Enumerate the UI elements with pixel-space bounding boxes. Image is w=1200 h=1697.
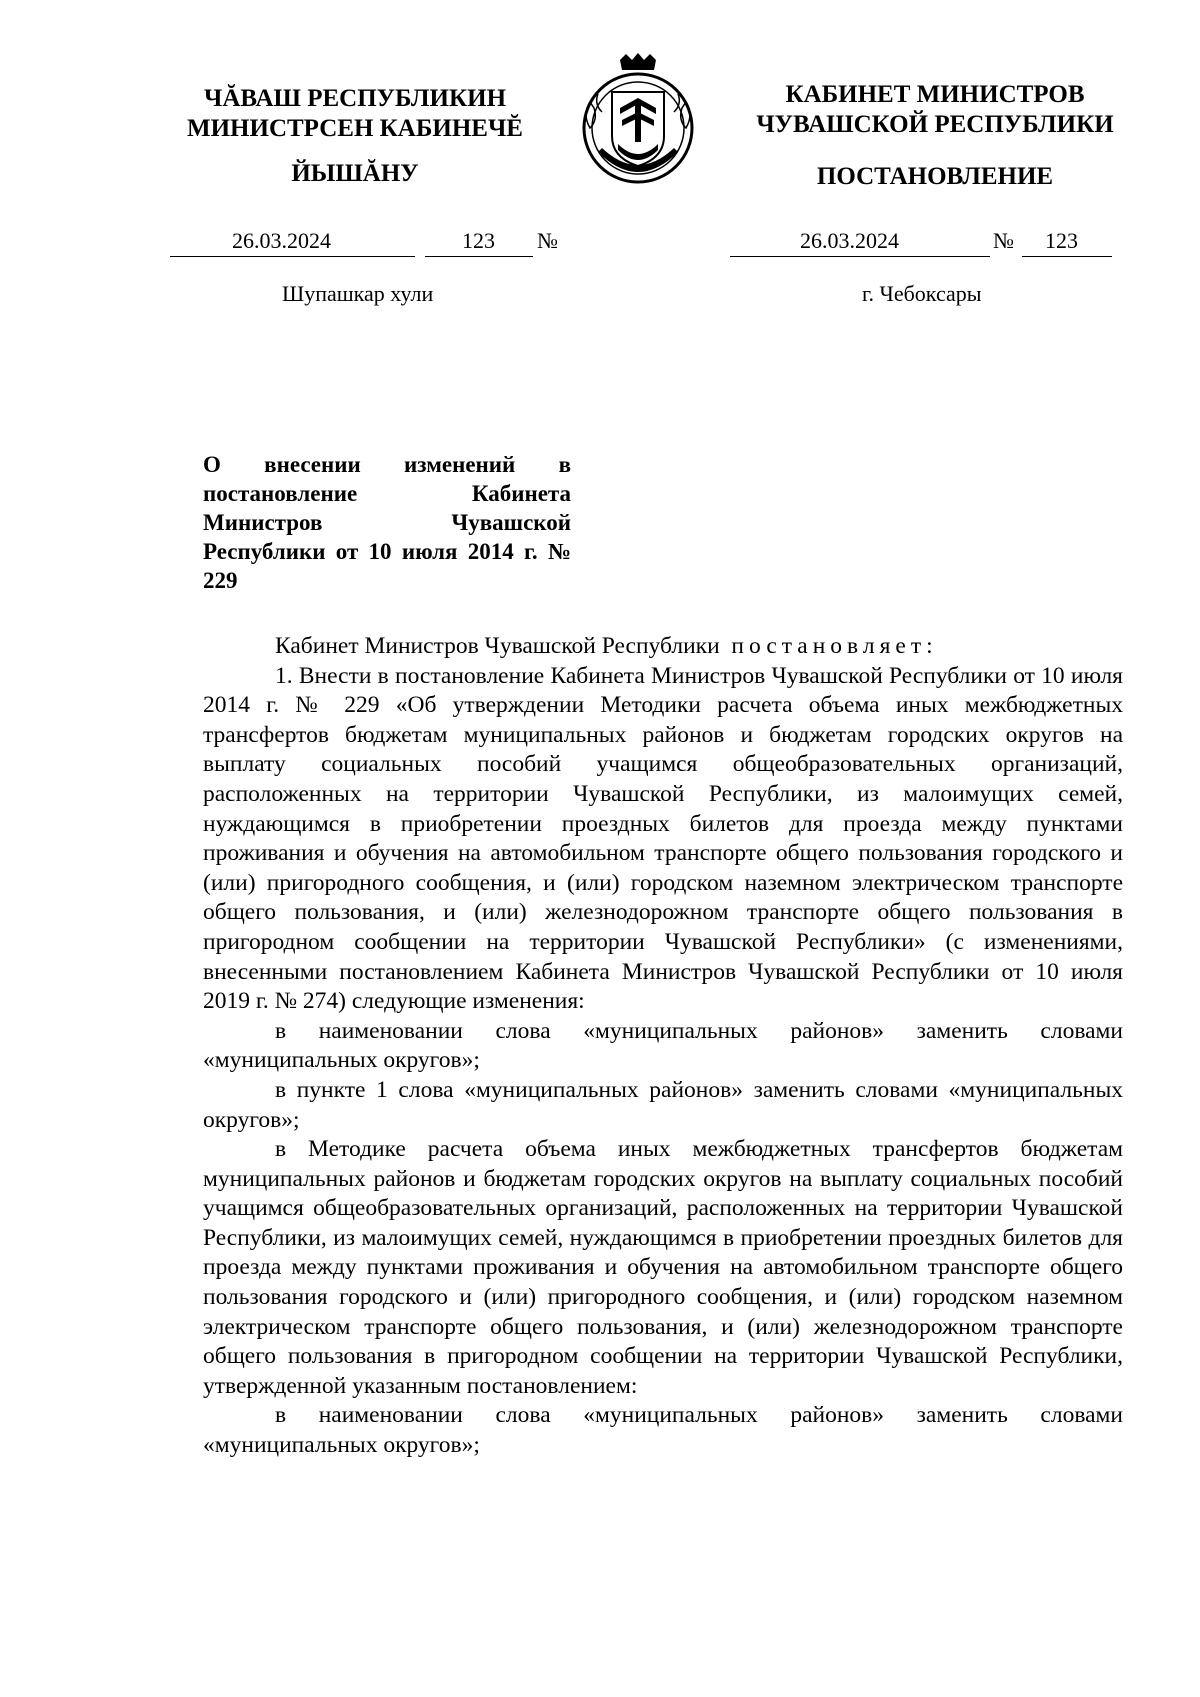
header-right-line1: КАБИНЕТ МИНИСТРОВ: [785, 81, 1085, 108]
header-left-line2: МИНИСТРСЕН КАБИНЕЧĔ: [187, 115, 523, 142]
header-left-line1: ЧĂВАШ РЕСПУБЛИКИН: [203, 85, 507, 112]
body-paragraph: в наименовании слова «муниципальных районов» заменить словами «муниципальных округов»;: [203, 1402, 1123, 1459]
right-city: г. Чебоксары: [862, 281, 982, 306]
right-number: 123: [1045, 228, 1078, 253]
chuvash-emblem-icon: [568, 52, 708, 186]
document-kind-right: ПОСТАНОВЛЕНИЕ: [816, 163, 1054, 190]
body-paragraph: 1. Внести в постановление Кабинета Министров Чувашской Республики от 10 июля 2014 г. № 229 «Об утверждении Методики расчета объема иных межбюджетных трансфертов бюджетам муниципальных районов и бюджетам городских округов на выплату социальных пособий учащимся общеобразовательных организаций, расположенных на территории Чувашской Республики, из малоимущих семей, нуждающимся в приобретении проездных билетов для проезда между пунктами проживания и обучения на автомобильном транспорте общего пользования городского и (или) пригородного сообщения, и (или) городском наземном электрическом транспорте общего пользования, и (или) железнодорожном транспорте общего пользования в пригородном сообщении на территории Чувашской Республики» (с изменениями, внесенными постановлением Кабинета Министров Чувашской Республики от 10 июля 2019 г. № 274) следующие изменения:: [203, 662, 1123, 1015]
intro-lead: Кабинет Министров Чувашской Республики: [275, 633, 720, 659]
right-number-sign: №: [993, 228, 1014, 253]
left-number: 123: [462, 228, 495, 253]
left-date-underline: [170, 256, 415, 257]
header-right-line2: ЧУВАШСКОЙ РЕСПУБЛИКИ: [756, 111, 1114, 138]
header-left-block: [175, 84, 535, 144]
left-city: Шупашкар хули: [282, 281, 434, 306]
right-date: 26.03.2024: [800, 228, 899, 253]
document-kind-left: ЙЫШĂНУ: [291, 160, 419, 187]
body-paragraph: в пункте 1 слова «муниципальных районов» заменить словами «муниципальных округов»;: [203, 1076, 1123, 1133]
body-paragraph: в наименовании слова «муниципальных районов» заменить словами «муниципальных округов»;: [203, 1017, 1123, 1074]
intro-verb: постановляет:: [731, 633, 938, 659]
right-number-underline: [1022, 256, 1112, 257]
body-paragraph: в Методике расчета объема иных межбюджетных трансфертов бюджетам муниципальных районов и бюджетам городских округов на выплату социальных пособий учащимся общеобразовательных организаций, расположенных на территории Чувашской Республики, из малоимущих семей, нуждающимся в приобретении проездных билетов для проезда между пунктами проживания и обучения на автомобильном транспорте общего пользования городского и (или) пригородного сообщения, и (или) городском наземном электрическом транспорте общего пользования, и (или) железнодорожном транспорте общего пользования в пригородном сообщении на территории Чувашской Республики, утвержденной указанным постановлением:: [203, 1136, 1123, 1399]
document-body: [203, 632, 1123, 1461]
right-date-underline: [730, 256, 990, 257]
header-right-block: [735, 80, 1135, 140]
document-subject: О внесении изменений в постановление Кабинета Министров Чувашской Республики от 10 июля 2014 г. № 229: [203, 452, 571, 593]
left-date: 26.03.2024: [232, 228, 331, 253]
left-number-sign: №: [537, 228, 558, 253]
left-number-underline: [425, 256, 533, 257]
intro-paragraph: [203, 632, 1123, 662]
